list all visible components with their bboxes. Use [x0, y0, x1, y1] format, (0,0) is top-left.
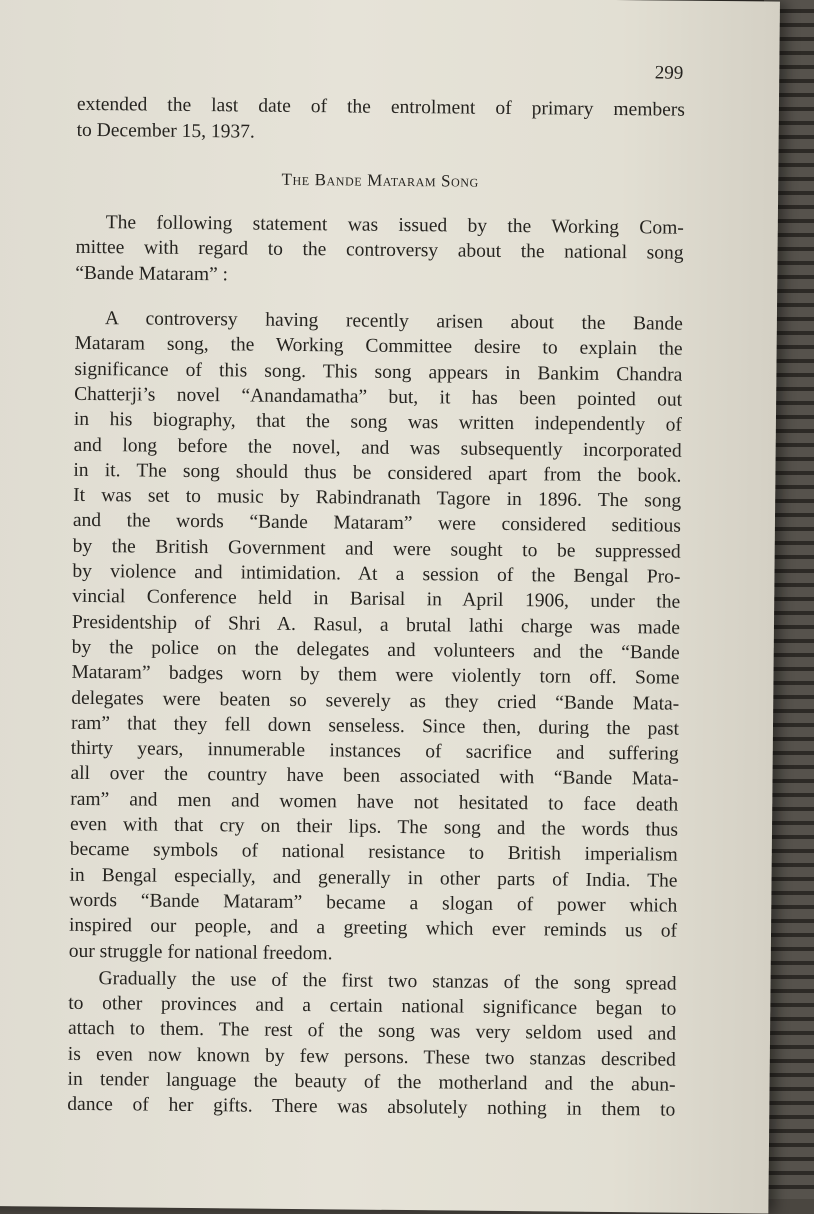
text-line: by violence and intimidation. At a session of the Bengal Pro- [72, 560, 681, 588]
text-line: attach to them. The rest of the song was very seldom used and [67, 1018, 677, 1046]
page-text [67, 55, 685, 1123]
page-number: 299 [654, 62, 684, 84]
text-line: is even now known by few persons. These two stanzas described [67, 1043, 676, 1071]
section-heading: The Bande Mataram Song [281, 169, 479, 191]
text-line: our struggle for national freedom. [68, 940, 333, 964]
text-line: extended the last date of the entrolment of primary members [76, 94, 686, 121]
text-line: Chatterji’s novel “Anandamatha” but, it has been pointed out [74, 383, 683, 411]
text-line: It was set to music by Rabindranath Tagore in 1896. The song [73, 484, 682, 512]
intro-paragraph [77, 92, 685, 148]
text-line: ram” that they fell down senseless. Since then, during the past [70, 712, 680, 740]
text-line: mittee with regard to the controversy about the national song [75, 237, 684, 265]
text-line: “Bande Mataram” : [75, 262, 229, 286]
text-line: delegates were beaten so severely as they cried “Bande Mata- [71, 687, 680, 715]
text-line: even with that cry on their lips. The song and the words thus [69, 813, 679, 841]
text-line: to December 15, 1937. [76, 119, 255, 143]
text-line: inspired our people, and a greeting which ever reminds us of [68, 915, 678, 942]
text-line: vincial Conference held in Barisal in April 1906, under the [72, 586, 681, 613]
text-line: thirty years, innumerable instances of sacrifice and suffering [70, 737, 679, 765]
text-line: by the British Government and were sought to be suppressed [72, 535, 681, 563]
statement-intro-paragraph [75, 210, 684, 292]
text-line: Mataram” badges worn by them were violently torn off. Some [71, 662, 680, 689]
text-line: Presidentship of Shri A. Rasul, a brutal lathi charge was made [71, 611, 681, 639]
text-line: Mataram song, the Working Committee desire to explain the [74, 333, 683, 361]
text-line: in tender language the beauty of the motherland and the abun- [67, 1068, 676, 1096]
text-line: by the police on the delegates and volunteers and the “Bande [71, 636, 680, 664]
text-line: words “Bande Mataram” became a slogan of power which [69, 889, 678, 917]
stanzas-paragraph [67, 966, 676, 1124]
text-line: all over the country have been associated with “Bande Mata- [70, 763, 679, 791]
text-line: to other provinces and a certain national significance began to [68, 992, 677, 1020]
text-line: dance of her gifts. There was absolutely nothing in them to [67, 1094, 676, 1121]
text-line: in it. The song should thus be considered apart from the book. [73, 459, 682, 487]
text-line: and the words “Bande Mataram” were considered seditious [72, 510, 682, 538]
text-line: in his biography, that the song was written independently of [73, 409, 682, 436]
statement-paragraph [69, 306, 683, 970]
text-line: in Bengal especially, and generally in other parts of India. The [69, 864, 678, 892]
text-line: significance of this song. This song appears in Bankim Chandra [74, 358, 683, 386]
text-line: became symbols of national resistance to British imperialism [69, 839, 678, 866]
text-line: and long before the novel, and was subsequently incorporated [73, 434, 682, 462]
text-line: Gradually the use of the first two stanzas of the song spread [98, 967, 677, 995]
text-line: ram” and men and women have not hesitated to face death [70, 788, 679, 816]
text-line: The following statement was issued by the Working Com- [105, 212, 684, 239]
text-line: A controversy having recently arisen about the Bande [104, 308, 683, 335]
